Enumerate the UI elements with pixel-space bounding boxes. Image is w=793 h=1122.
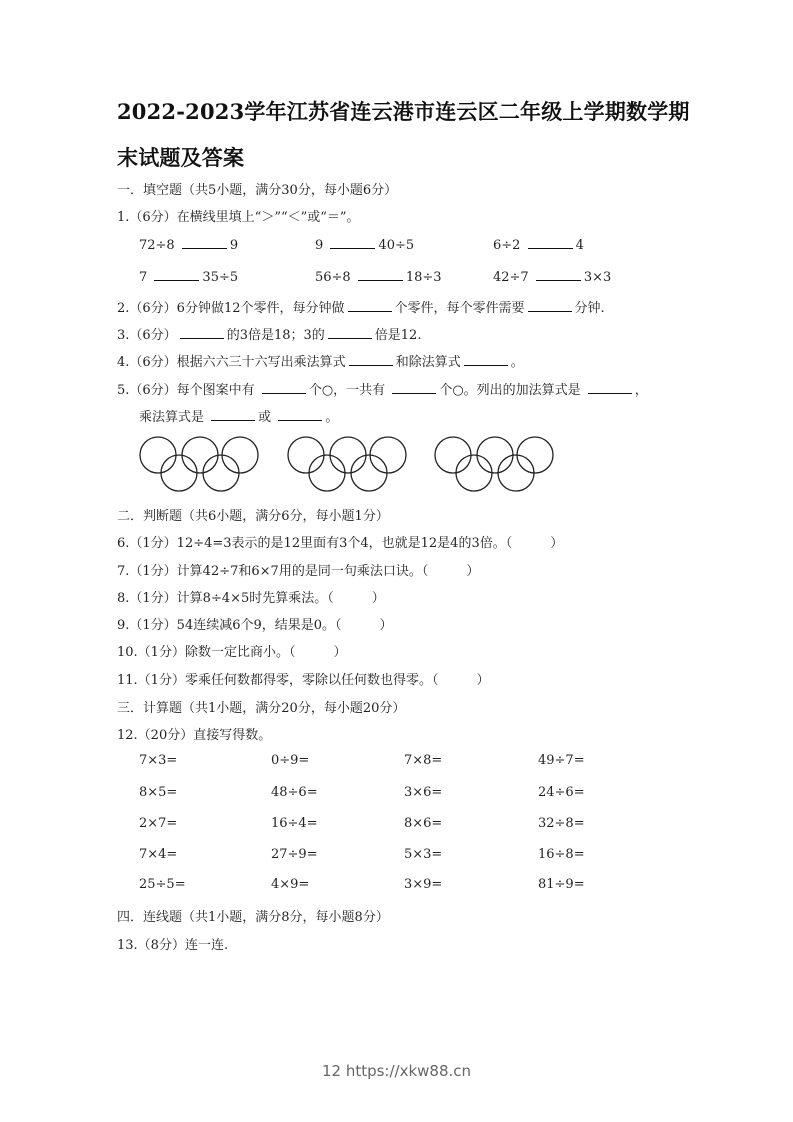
q4 (117, 351, 524, 370)
q11-text: 11.（1分）零乘任何数都得零，零除以任何数也得零。（ (117, 673, 439, 688)
section4-header: 四．连线题（共1小题，满分8分，每小题8分） (117, 910, 389, 925)
q6-close-paren: ） (550, 536, 564, 551)
q4-blank-2[interactable] (464, 353, 508, 366)
q11-close-paren: ） (476, 673, 490, 688)
calc-cell: 8×6= (404, 816, 443, 831)
q10-close-paren: ） (333, 645, 347, 660)
q10-text: 10.（1分）除数一定比商小。（ (117, 645, 296, 660)
q1-item-4-left: 7 (139, 270, 148, 285)
q5-blank-2[interactable] (392, 381, 436, 394)
q1-blank-4[interactable] (154, 268, 199, 281)
document-title-line2: 末试题及答案 (117, 145, 245, 170)
q1-item-5-right: 18÷3 (405, 270, 442, 285)
q5-line2 (139, 406, 338, 425)
q1-blank-6[interactable] (536, 268, 581, 281)
q1-blank-1[interactable] (182, 236, 227, 249)
q8-text: 8.（1分）计算8÷4×5时先算乘法。（ (117, 591, 334, 606)
q1-item-3 (493, 236, 584, 253)
calc-cell: 48÷6= (271, 785, 318, 800)
q3-blank-2[interactable] (328, 326, 372, 339)
q5-text-f: 或 (258, 410, 272, 425)
q3 (117, 324, 421, 343)
q5-text-d: ， (634, 383, 648, 398)
q1-item-1-right: 9 (229, 238, 239, 253)
calc-cell: 4×9= (271, 877, 310, 892)
q9-text: 9.（1分）54连续减6个9，结果是0。（ (117, 618, 342, 633)
q2 (117, 297, 605, 316)
calc-cell: 8×5= (139, 785, 178, 800)
q1-item-4-right: 35÷5 (202, 270, 239, 285)
q7-text: 7.（1分）计算42÷7和6×7用的是同一句乘法口诀。（ (117, 564, 429, 579)
q2-text-c: 分钟. (574, 301, 605, 316)
q1-item-2-right: 40÷5 (378, 238, 415, 253)
q5-text-g: 。 (325, 410, 339, 425)
q5-blank-3[interactable] (588, 381, 632, 394)
q1-item-5 (315, 268, 442, 285)
q4-text-b: 和除法算式 (395, 355, 461, 370)
q6-text: 6.（1分）12÷4=3表示的是12里面有3个4，也就是12是4的3倍。（ (117, 536, 513, 551)
page-footer: 12 https://xkw88.cn (321, 1062, 472, 1080)
calc-cell: 16÷8= (538, 847, 585, 862)
q2-blank-1[interactable] (348, 299, 392, 312)
q1-item-4 (139, 268, 238, 285)
calc-cell: 0÷9= (271, 753, 310, 768)
q8 (117, 587, 385, 606)
q1-blank-3[interactable] (528, 236, 573, 249)
rings-group-2 (288, 437, 406, 491)
calc-cell: 7×3= (139, 753, 178, 768)
q1-item-6-right: 3×3 (583, 270, 612, 285)
q1-item-3-left: 6÷2 (493, 238, 521, 253)
calc-cell: 24÷6= (538, 785, 585, 800)
calc-cell: 5×3= (404, 847, 443, 862)
q7 (117, 560, 479, 579)
q7-close-paren: ） (466, 564, 480, 579)
calc-cell: 16÷4= (271, 816, 318, 831)
q6 (117, 532, 563, 551)
calc-cell: 3×9= (404, 877, 443, 892)
rings-group-1 (140, 437, 258, 491)
calc-cell: 7×8= (404, 753, 443, 768)
q12-stem: 12.（20分）直接写得数。 (117, 728, 272, 743)
q2-text-b: 个零件，每个零件需要 (394, 301, 525, 316)
q4-blank-1[interactable] (349, 353, 393, 366)
section2-header: 二．判断题（共6小题，满分6分，每小题1分） (117, 509, 389, 524)
q13-stem: 13.（8分）连一连. (117, 938, 229, 953)
q3-blank-1[interactable] (180, 326, 224, 339)
q1-item-5-left: 56÷8 (315, 270, 351, 285)
q3-text-b: 的3倍是18；3的 (226, 328, 325, 343)
q9 (117, 614, 393, 633)
q1-stem: 1.（6分）在横线里填上“＞”“＜”或“＝”。 (117, 210, 360, 225)
q3-text-a: 3.（6分） (117, 328, 177, 343)
q5-text-a: 5.（6分）每个图案中有 (117, 383, 255, 398)
q1-blank-5[interactable] (358, 268, 403, 281)
calc-cell: 81÷9= (538, 877, 585, 892)
q2-blank-2[interactable] (528, 299, 572, 312)
q1-item-6-left: 42÷7 (493, 270, 529, 285)
q4-text-c: 。 (510, 355, 524, 370)
q2-text-a: 2.（6分）6分钟做12个零件，每分钟做 (117, 301, 345, 316)
calc-cell: 25÷5= (139, 877, 186, 892)
q3-text-c: 倍是12. (374, 328, 422, 343)
document-title-line1: 2022-2023学年江苏省连云港市连云区二年级上学期数学期 (117, 99, 690, 124)
q5-text-b: 个○，一共有 (308, 383, 386, 398)
q10 (117, 641, 346, 660)
calc-cell: 32÷8= (538, 816, 585, 831)
q1-item-3-right: 4 (575, 238, 584, 253)
q5-line1 (117, 379, 648, 398)
q1-item-6 (493, 268, 611, 285)
q1-item-1-left: 72÷8 (139, 238, 175, 253)
rings-group-3 (435, 437, 553, 491)
calc-cell: 3×6= (404, 785, 443, 800)
q5-blank-4[interactable] (211, 408, 255, 421)
calc-cell: 49÷7= (538, 753, 585, 768)
q1-item-2 (315, 236, 414, 253)
section3-header: 三．计算题（共1小题，满分20分，每小题20分） (117, 701, 406, 716)
q1-item-2-left: 9 (315, 238, 324, 253)
q9-close-paren: ） (379, 618, 393, 633)
rings-figure (130, 430, 570, 498)
calc-cell: 2×7= (139, 816, 178, 831)
calc-cell: 27÷9= (271, 847, 318, 862)
calc-cell: 7×4= (139, 847, 178, 862)
q8-close-paren: ） (371, 591, 385, 606)
q1-blank-2[interactable] (330, 236, 375, 249)
q5-blank-5[interactable] (278, 408, 322, 421)
q5-blank-1[interactable] (262, 381, 306, 394)
section1-header: 一．填空题（共5小题，满分30分，每小题6分） (117, 183, 398, 198)
q4-text-a: 4.（6分）根据六六三十六写出乘法算式 (117, 355, 346, 370)
q11 (117, 669, 489, 688)
q1-item-1 (139, 236, 238, 253)
q5-text-c: 个○。列出的加法算式是 (439, 383, 581, 398)
q5-text-e: 乘法算式是 (139, 410, 205, 425)
